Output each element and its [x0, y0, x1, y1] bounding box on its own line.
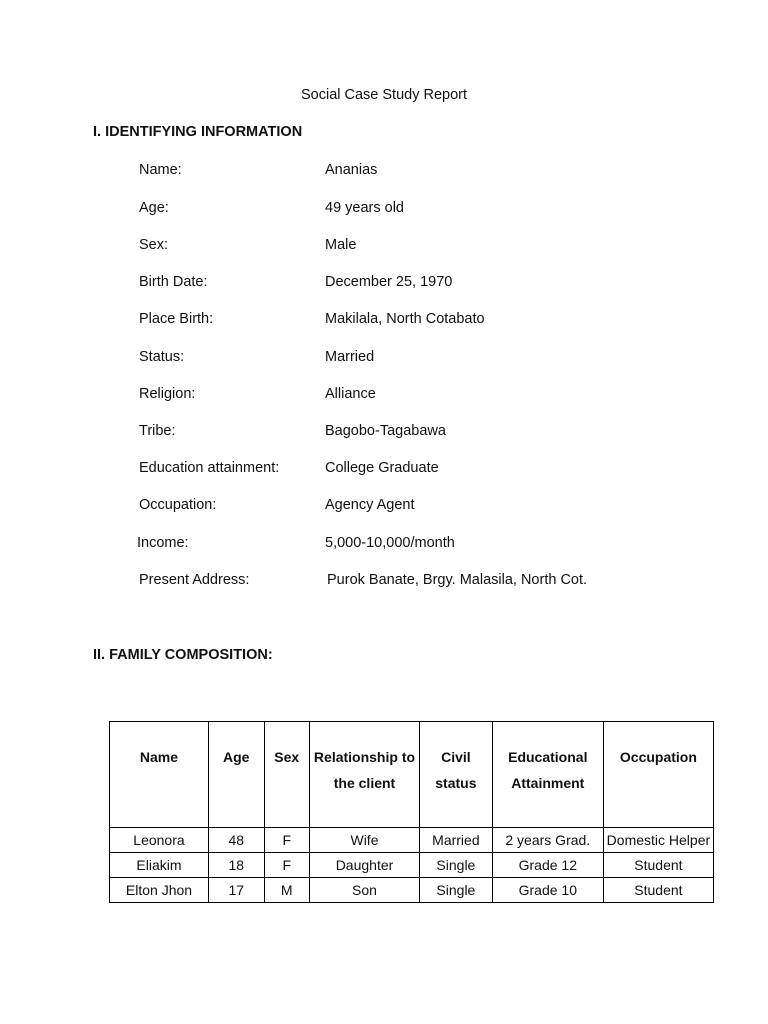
info-row-tribe [0, 423, 768, 443]
field-label: Sex: [139, 237, 169, 253]
family-composition-table [109, 721, 714, 903]
field-value: Purok Banate, Brgy. Malasila, North Cot. [327, 572, 588, 588]
field-value: Male [325, 237, 357, 253]
info-row-sex [0, 237, 768, 257]
field-value: December 25, 1970 [325, 274, 453, 290]
field-label: Income: [137, 535, 189, 551]
field-label: Name: [139, 162, 182, 178]
info-row-name [0, 162, 768, 182]
field-value: Ananias [325, 162, 378, 178]
table-cell: Single [420, 853, 493, 878]
table-cell: 2 years Grad. [492, 828, 603, 853]
column-header-civil-status: Civil status [420, 722, 493, 828]
column-header-sex: Sex [264, 722, 309, 828]
table-row [110, 878, 714, 903]
table-cell: Single [420, 878, 493, 903]
field-label: Present Address: [139, 572, 250, 588]
table-header-row [110, 722, 714, 828]
field-label: Education attainment: [139, 460, 280, 476]
table-cell: Son [309, 878, 419, 903]
field-label: Status: [139, 349, 185, 365]
table-cell: 17 [208, 878, 264, 903]
table-row [110, 828, 714, 853]
table-cell: Grade 10 [492, 878, 603, 903]
table-cell: F [264, 828, 309, 853]
section-heading-identifying-information: I. IDENTIFYING INFORMATION [93, 124, 303, 140]
info-row-age [0, 200, 768, 220]
table-row [110, 853, 714, 878]
table-cell: Wife [309, 828, 419, 853]
column-header-relationship: Relationship to the client [309, 722, 419, 828]
field-value: College Graduate [325, 460, 439, 476]
info-row-place-birth [0, 311, 768, 331]
field-label: Age: [139, 200, 169, 216]
table-cell: M [264, 878, 309, 903]
field-value: Agency Agent [325, 497, 415, 513]
column-header-age: Age [208, 722, 264, 828]
table-cell: Student [603, 878, 713, 903]
info-row-address [0, 572, 768, 592]
field-value: Married [325, 349, 375, 365]
column-header-occupation: Occupation [603, 722, 713, 828]
info-row-religion [0, 386, 768, 406]
table-cell: Grade 12 [492, 853, 603, 878]
info-row-status [0, 349, 768, 369]
field-label: Place Birth: [139, 311, 214, 327]
column-header-educational-attainment: Educational Attainment [492, 722, 603, 828]
section-heading-family-composition: II. FAMILY COMPOSITION: [93, 647, 273, 663]
info-row-education [0, 460, 768, 480]
table-cell: Leonora [110, 828, 209, 853]
info-row-occupation [0, 497, 768, 517]
document-title: Social Case Study Report [300, 87, 468, 103]
field-value: 5,000-10,000/month [325, 535, 455, 551]
field-label: Tribe: [139, 423, 176, 439]
field-label: Religion: [139, 386, 196, 402]
field-value: Alliance [325, 386, 376, 402]
table-cell: Domestic Helper [603, 828, 713, 853]
field-value: Makilala, North Cotabato [325, 311, 485, 327]
field-value: Bagobo-Tagabawa [325, 423, 446, 439]
field-label: Birth Date: [139, 274, 208, 290]
table-cell: Daughter [309, 853, 419, 878]
field-label: Occupation: [139, 497, 217, 513]
table-cell: 18 [208, 853, 264, 878]
column-header-name: Name [110, 722, 209, 828]
table-cell: 48 [208, 828, 264, 853]
table-cell: Eliakim [110, 853, 209, 878]
table-cell: F [264, 853, 309, 878]
info-row-birth-date [0, 274, 768, 294]
table-cell: Elton Jhon [110, 878, 209, 903]
info-row-income [0, 535, 768, 555]
field-value: 49 years old [325, 200, 404, 216]
table-cell: Married [420, 828, 493, 853]
table-cell: Student [603, 853, 713, 878]
